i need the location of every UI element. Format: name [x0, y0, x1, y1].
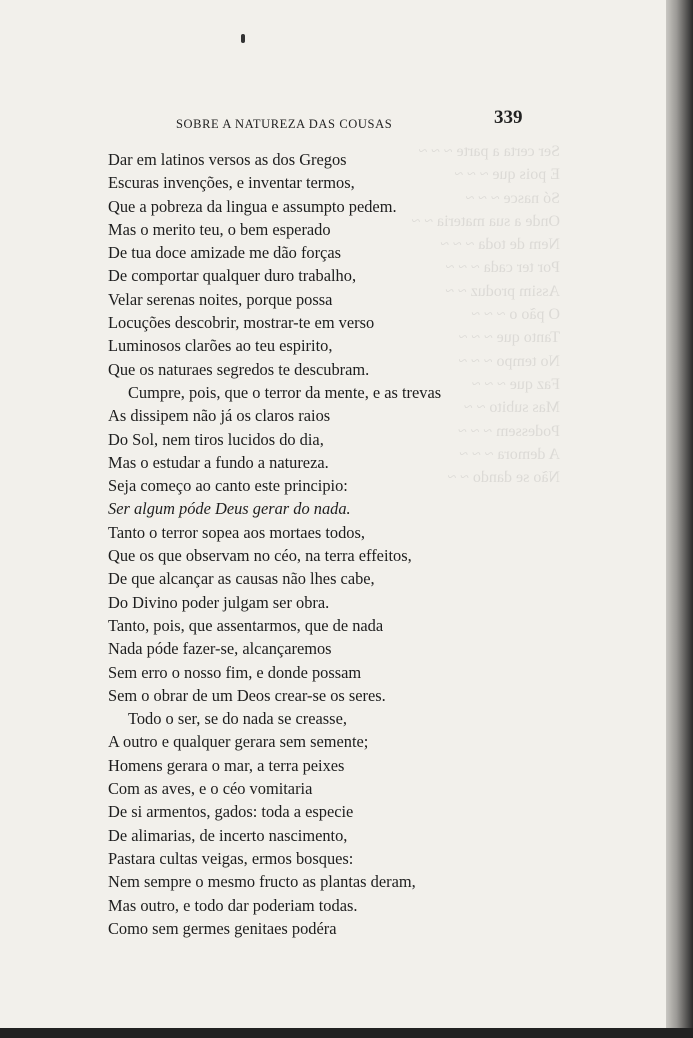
verse-line: De si armentos, gados: toda a especie	[108, 802, 354, 822]
verse-line: De comportar qualquer duro trabalho,	[108, 266, 357, 286]
verse-line: Com as aves, e o céo vomitaria	[108, 779, 313, 799]
verse-line: A outro e qualquer gerara sem semente;	[108, 732, 369, 752]
page-bottom-edge	[0, 1028, 693, 1038]
verse-line: Que os naturaes segredos te descubram.	[108, 359, 370, 379]
verse-line: De que alcançar as causas não lhes cabe,	[108, 569, 375, 589]
verse-line: Homens gerara o mar, a terra peixes	[108, 755, 345, 775]
verse-line: De tua doce amizade me dão forças	[108, 243, 341, 263]
verse-line: Tanto, pois, que assentarmos, que de nada	[108, 615, 384, 635]
verse-line: As dissipem não já os claros raios	[108, 406, 331, 426]
verse-line: Todo o ser, se do nada se creasse,	[128, 709, 347, 729]
verse-line: Tanto o terror sopea aos mortaes todos,	[108, 522, 365, 542]
verse-line: De alimarias, de incerto nascimento,	[108, 825, 348, 845]
running-head: SOBRE A NATUREZA DAS COUSAS	[176, 117, 393, 131]
verse-line: Escuras invenções, e inventar termos,	[108, 173, 355, 193]
verse-line: Sem erro o nosso fim, e donde possam	[108, 662, 362, 682]
verse-line: Velar serenas noites, porque possa	[108, 289, 333, 309]
verse-line: Nem sempre o mesmo fructo as plantas deram,	[108, 872, 416, 892]
verse-line: Sem o obrar de um Deos crear-se os seres.	[108, 685, 386, 705]
verse-line: Do Sol, nem tiros lucidos do dia,	[108, 429, 324, 449]
verse-line: Pastara cultas veigas, ermos bosques:	[108, 848, 354, 868]
verse-line: Mas outro, e todo dar poderiam todas.	[108, 895, 358, 915]
verse-line: Como sem germes genitaes podéra	[108, 918, 337, 938]
verse-line: Que a pobreza da lingua e assumpto pedem.	[108, 196, 397, 216]
verse-line: Cumpre, pois, que o terror da mente, e as trevas	[128, 382, 442, 402]
page-edge-shadow	[666, 0, 693, 1038]
verse-line: Mas o merito teu, o bem esperado	[108, 219, 331, 239]
verse-line: Seja começo ao canto este principio:	[108, 476, 348, 496]
verse-line: Locuções descobrir, mostrar-te em verso	[108, 313, 375, 333]
verse-line: Do Divino poder julgam ser obra.	[108, 592, 330, 612]
verse-line: Nada póde fazer-se, alcançaremos	[108, 639, 332, 659]
verse-line: Dar em latinos versos as dos Gregos	[108, 150, 347, 169]
poem-text	[108, 148, 528, 940]
ink-mark	[241, 34, 245, 43]
show-through-text: Ser certa a parte ~ ~ ~ E pois que ~ ~ ~ Só nasce ~ ~ ~ Onde a sua materia ~ ~ Nem de toda ~ ~ ~ Por ter cada ~ ~ ~ Assim produz ~ ~ O pão o ~ ~ ~ Tanto que ~ ~ ~ No tempo ~ ~ ~ Faz que ~ ~ ~ Mas subito ~ ~ Podessem ~ ~ ~ A demora ~ ~ ~ Não se dando ~ ~	[411, 143, 560, 487]
verse-line: Que os que observam no céo, na terra effeitos,	[108, 546, 412, 566]
verse-line: Mas o estudar a fundo a natureza.	[108, 452, 329, 472]
verse-line: Luminosos clarões ao teu espirito,	[108, 336, 333, 356]
page-number: 339	[494, 107, 523, 128]
page-header	[176, 107, 536, 135]
verse-line: Ser algum póde Deus gerar do nada.	[108, 499, 351, 519]
